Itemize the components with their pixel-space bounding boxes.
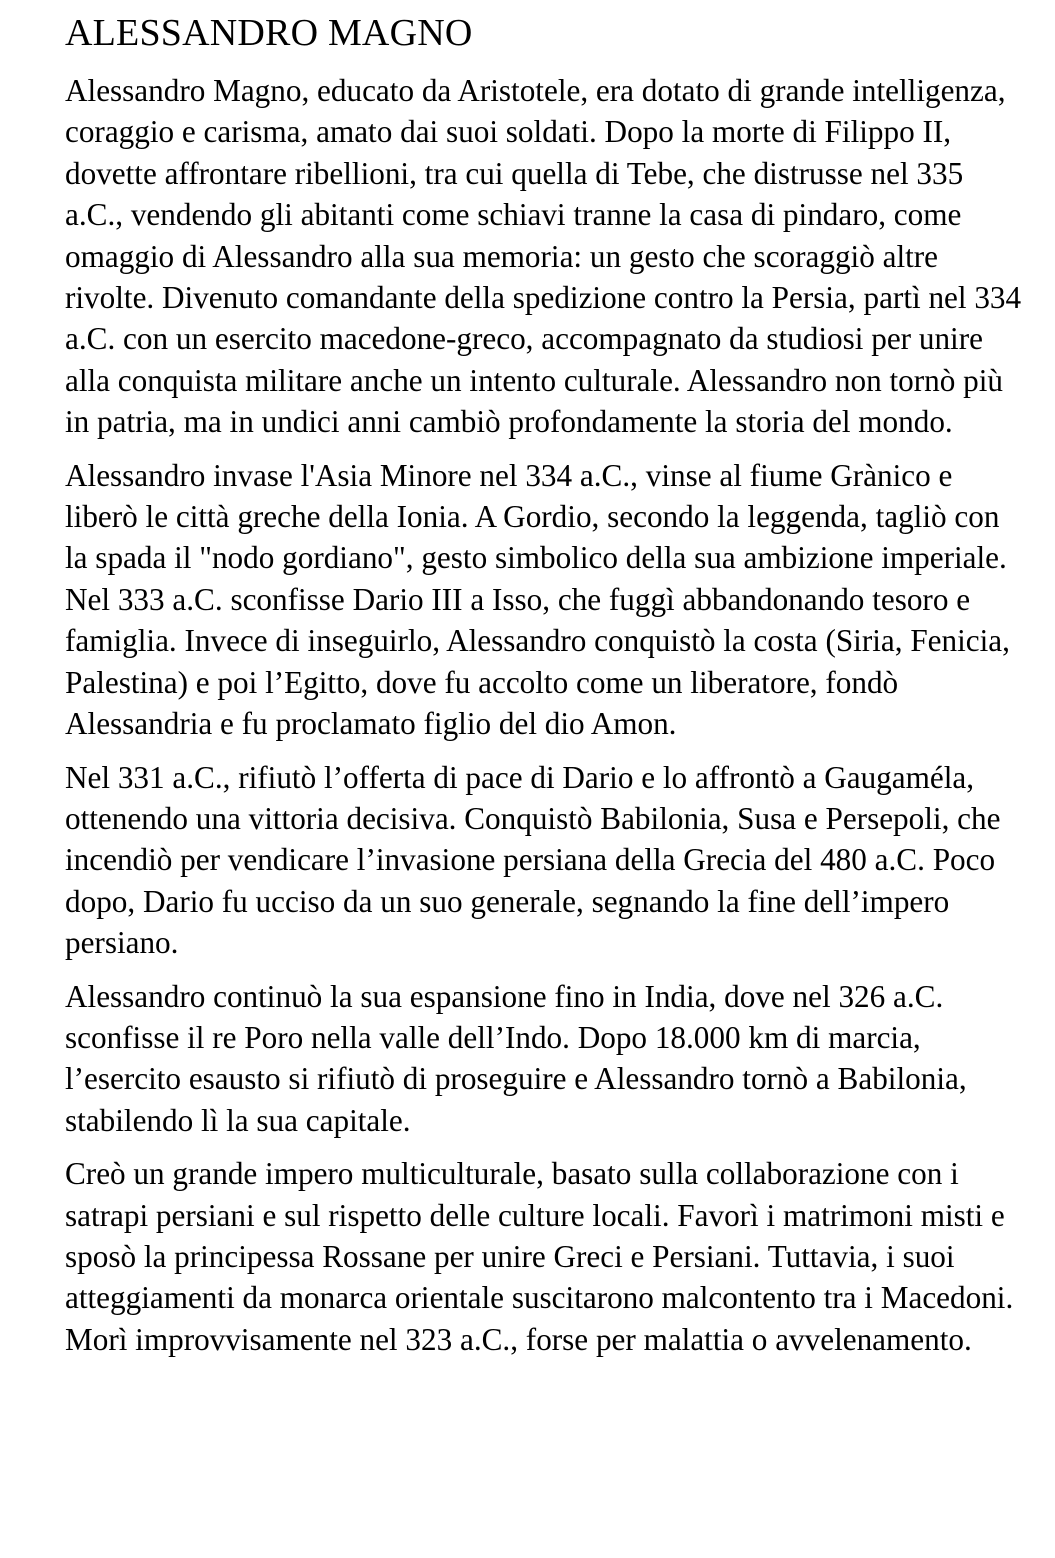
paragraph-empire-and-death: Creò un grande impero multiculturale, basato sulla collaborazione con i satrapi persiani e sul rispetto delle culture locali. Favorì i matrimoni misti e sposò la principessa Rossane per unire Greci e Persiani. Tuttavia, i suoi atteggiamenti da monarca orientale suscitarono malcontento tra i Macedoni. Morì improvvisamente nel 323 a.C., forse per malattia o avvelenamento.: [65, 1156, 1014, 1357]
paragraph-education-and-early-reign: Alessandro Magno, educato da Aristotele, era dotato di grande intelligenza, coraggio e carisma, amato dai suoi soldati. Dopo la morte di Filippo II, dovette affrontare ribellioni, tra cui quella di Tebe, che distrusse nel 335 a.C., vendendo gli abitanti come schiavi tranne la casa di pindaro, come omaggio di Alessandro alla sua memoria: un gesto che scoraggiò altre rivolte. Divenuto comandante della spedizione contro la Persia, partì nel 334 a.C. con un esercito macedone-greco, accompagnato da studiosi per unire alla conquista militare anche un intento culturale. Alessandro non tornò più in patria, ma in undici anni cambiò profondamente la storia del mondo.: [65, 73, 1022, 440]
document-page: [65, 0, 1025, 1360]
document-title: ALESSANDRO MAGNO: [65, 12, 473, 54]
paragraph-gaugamela: Nel 331 a.C., rifiutò l’offerta di pace di Dario e lo affrontò a Gaugaméla, ottenendo una vittoria decisiva. Conquistò Babilonia, Susa e Persepoli, che incendiò per vendicare l’invasione persiana della Grecia del 480 a.C. Poco dopo, Dario fu ucciso da un suo generale, segnando la fine dell’impero persiano.: [65, 759, 1001, 961]
paragraph-india-campaign: Alessandro continuò la sua espansione fino in India, dove nel 326 a.C. sconfisse il re Poro nella valle dell’Indo. Dopo 18.000 km di marcia, l’esercito esausto si rifiutò di proseguire e Alessandro tornò a Babilonia, stabilendo lì la sua capitale.: [65, 978, 967, 1138]
paragraph-asia-minor-and-egypt: Alessandro invase l'Asia Minore nel 334 a.C., vinse al fiume Grànico e liberò le città greche della Ionia. A Gordio, secondo la leggenda, tagliò con la spada il "nodo gordiano", gesto simbolico della sua ambizione imperiale. Nel 333 a.C. sconfisse Dario III a Isso, che fuggì abbandonando tesoro e famiglia. Invece di inseguirlo, Alessandro conquistò la costa (Siria, Fenicia, Palestina) e poi l’Egitto, dove fu accolto come un liberatore, fondò Alessandria e fu proclamato figlio del dio Amon.: [65, 457, 1010, 742]
